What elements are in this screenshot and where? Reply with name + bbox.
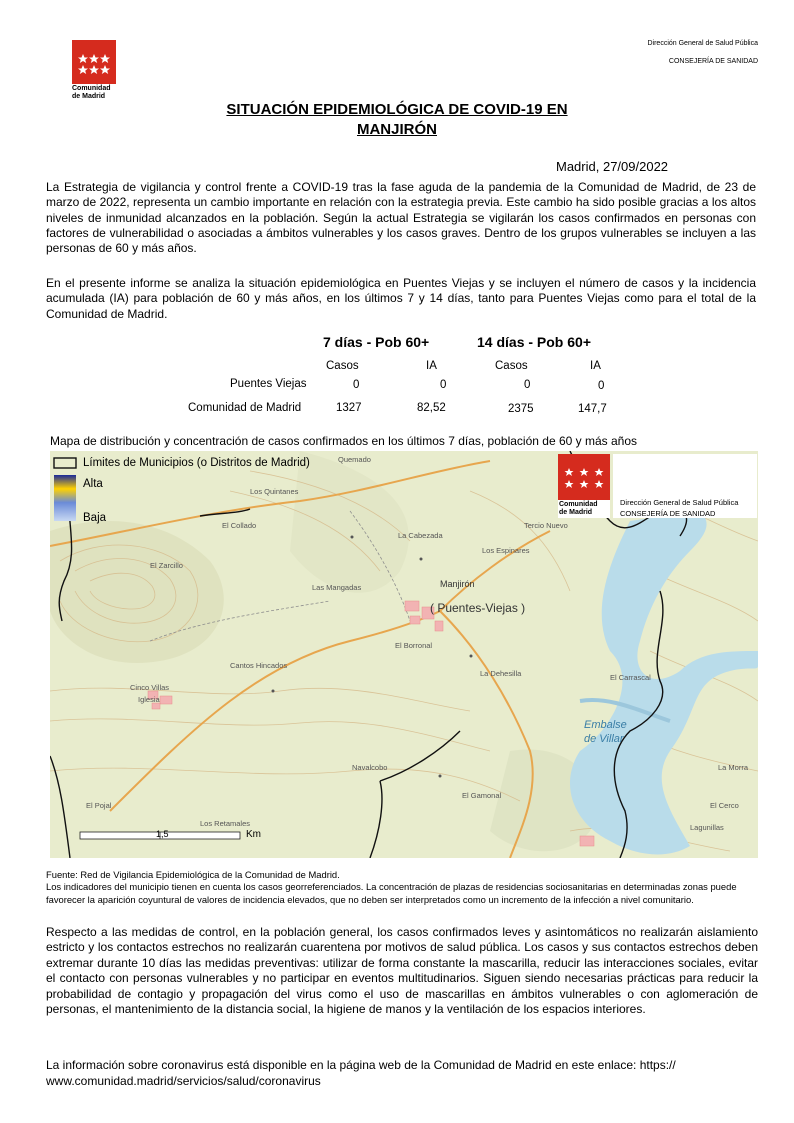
measures-paragraph: Respecto a las medidas de control, en la población general, los casos confirmados leves y asintomáticos no realizarán aislamiento estricto y los contactos estrechos no realizarán cuarentena por motivos de salud pública. Los casos y sus contactos estrechos deben extremar durante 10 días las medidas preventivas: utilizar de forma constante la mascarilla, reducir las interacciones sociales, evitar el contacto con personas vulnerables y no participar en eventos multitudinarios. Siguen siendo necesarias prácticas para reducir la probabilidad de contagio y propagación del virus como el uso de mascarillas en ámbitos vulnerables o con aglomeración de personas, el mantenimiento de la distancia social, la higiene de manos y la ventilación de los espacios interiores. <box>46 925 758 1017</box>
comunidad-madrid-logo <box>72 40 116 84</box>
col-casos-14: Casos <box>495 360 528 372</box>
info-link[interactable]: www.comunidad.madrid/servicios/salud/coronavirus <box>46 1074 321 1088</box>
place-label: Embalse <box>584 719 627 731</box>
scale-unit: Km <box>246 829 261 840</box>
col-ia-14: IA <box>590 360 601 372</box>
stars-icon <box>72 40 116 84</box>
info-line-1: La información sobre coronavirus está disponible en la página web de la Comunidad de Madrid en este enlace: https:// <box>46 1058 676 1072</box>
map-org-line-1: Dirección General de Salud Pública <box>620 498 739 507</box>
cell-casos14-puentes: 0 <box>524 379 531 391</box>
map-org-line-2: CONSEJERÍA DE SANIDAD <box>620 509 716 518</box>
legend-low-label: Baja <box>83 512 107 524</box>
page-title-line-1: SITUACIÓN EPIDEMIOLÓGICA DE COVID-19 EN <box>226 101 568 118</box>
cell-casos7-comunidad: 1327 <box>336 402 362 414</box>
place-label: ( Puentes-Viejas ) <box>430 601 526 615</box>
place-label: Los Quintanes <box>250 487 299 496</box>
report-paragraph: En el presente informe se analiza la situación epidemiológica en Puentes Viejas y se incluyen el número de casos y la incidencia acumulada (IA) para población de 60 y más años, en los últimos 7 y 14 días, tanto para Puentes Viejas como para el total de la Comunidad de Madrid. <box>46 276 756 321</box>
place-label: El Pojal <box>86 801 112 810</box>
distribution-map <box>50 451 758 858</box>
cell-ia7-comunidad: 82,52 <box>417 402 446 414</box>
intro-paragraph: La Estrategia de vigilancia y control frente a COVID-19 tras la fase aguda de la pandemia de la Comunidad de Madrid, de 23 de marzo de 2022, representa un cambio importante en relación con la estrategia previa. Este cambio ha sido posible gracias a los altos niveles de inmunidad alcanzados en la población. Según la actual Estrategia se vigilarán los casos confirmados en personas con factores de vulnerabilidad o asociadas a ámbitos vulnerables y los casos graves. Dentro de los grupos vulnerables se incluyen a las personas de 60 y más años. <box>46 180 756 256</box>
place-label: Quemado <box>338 455 371 464</box>
place-label: La Cabezada <box>398 531 443 540</box>
row-label-comunidad: Comunidad de Madrid <box>188 402 302 414</box>
cell-ia7-puentes: 0 <box>440 379 447 391</box>
scale-value: 1,5 <box>156 829 169 839</box>
place-label: Los Espinares <box>482 546 530 555</box>
map-logo-text: Comunidad de Madrid <box>559 501 598 516</box>
legend-boundary-label: Límites de Municipios (o Distritos de Madrid) <box>83 457 310 469</box>
cell-casos7-puentes: 0 <box>353 379 360 391</box>
place-label: El Cerco <box>710 801 739 810</box>
place-label: Lagunillas <box>690 823 724 832</box>
place-label: de Villar <box>584 733 624 745</box>
place-label: Manjirón <box>440 579 475 589</box>
cell-casos14-comunidad: 2375 <box>508 403 534 415</box>
place-label: Navalcobo <box>352 763 388 772</box>
place-label: La Dehesilla <box>480 669 522 678</box>
cell-ia14-puentes: 0 <box>598 380 605 392</box>
col-ia-7: IA <box>426 360 437 372</box>
legend-high-label: Alta <box>83 478 103 490</box>
place-label: Iglesia <box>138 695 160 704</box>
row-label-puentes: Puentes Viejas <box>230 378 307 390</box>
place-label: Tercio Nuevo <box>524 521 568 530</box>
place-label: Los Retamales <box>200 819 251 828</box>
report-date: Madrid, 27/09/2022 <box>556 159 669 174</box>
place-label: Las Mangadas <box>312 583 362 592</box>
group-14-header: 14 días - Pob 60+ <box>477 334 591 350</box>
org-line-2: CONSEJERÍA DE SANIDAD <box>668 58 758 65</box>
map-caption: Mapa de distribución y concentración de casos confirmados en los últimos 7 días, población de 60 y más años <box>50 434 637 448</box>
col-casos-7: Casos <box>326 360 359 372</box>
source-note: Fuente: Red de Vigilancia Epidemiológica de la Comunidad de Madrid. <box>46 869 340 880</box>
place-label: Cinco Villas <box>130 683 170 692</box>
place-label: El Carrascal <box>610 673 651 682</box>
logo-text: Comunidad de Madrid <box>72 85 111 100</box>
org-line-1: Dirección General de Salud Pública <box>647 40 758 47</box>
place-label: El Collado <box>222 521 257 530</box>
place-label: Cantos Hincados <box>230 661 288 670</box>
cell-ia14-comunidad: 147,7 <box>578 403 607 415</box>
place-label: El Borronal <box>395 641 433 650</box>
place-label: El Zarcillo <box>150 561 183 570</box>
place-label: El Gamonal <box>462 791 502 800</box>
group-7-header: 7 días - Pob 60+ <box>323 334 430 350</box>
indicator-note: Los indicadores del municipio tienen en cuenta los casos georreferenciados. La concentración de plazas de residencias sociosanitarias en determinadas zonas puede favorecer la aparición coyuntural de valores de incidencia elevados, que no deben ser interpretados como un incremento de la infección a nivel comunitario. <box>46 881 737 905</box>
page-title-line-2: MANJIRÓN <box>356 121 437 138</box>
place-label: La Morra <box>718 763 749 772</box>
